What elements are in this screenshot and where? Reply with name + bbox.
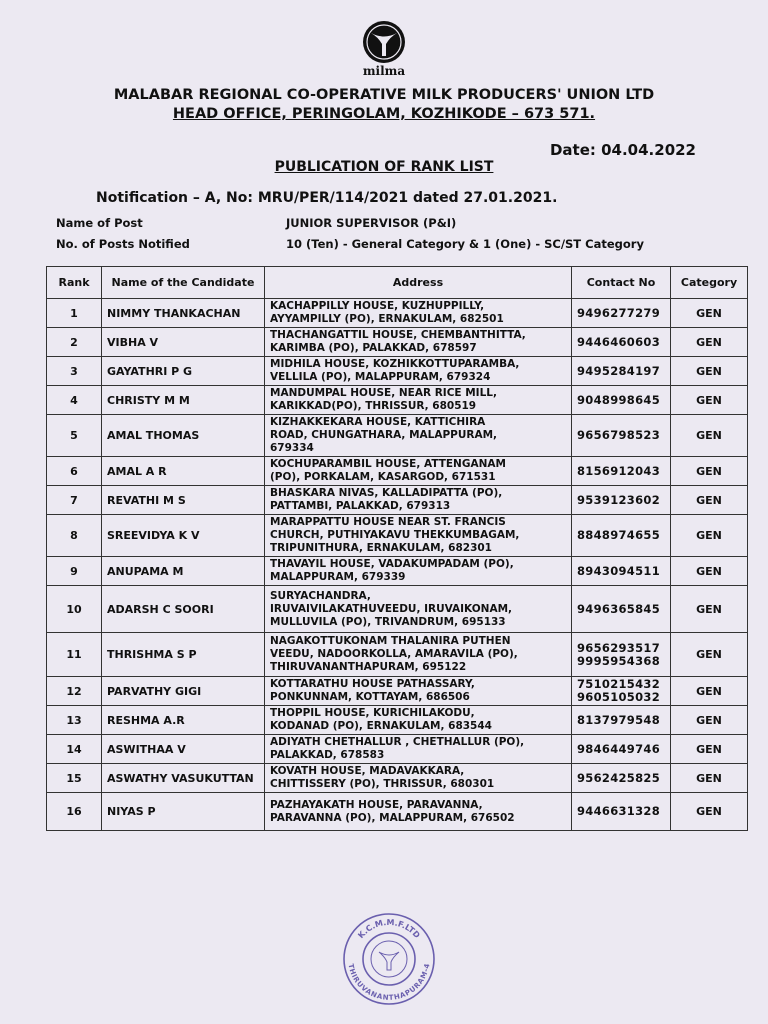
cell-contact xyxy=(572,328,671,357)
address-line: IRUVAIVILAKATHUVEEDU, IRUVAIKONAM, xyxy=(270,602,513,615)
cell-address xyxy=(265,735,572,764)
cell-address xyxy=(265,793,572,831)
cell-category: GEN xyxy=(671,735,748,764)
posts-notified-value: 10 (Ten) - General Category & 1 (One) - SC/ST Category xyxy=(286,237,644,251)
table-row xyxy=(47,677,748,706)
cell-category: GEN xyxy=(671,486,748,515)
contact-number: 9995954368 xyxy=(577,653,661,668)
cell-rank: 13 xyxy=(47,706,102,735)
cell-address xyxy=(265,457,572,486)
contact-number: 9048998645 xyxy=(577,392,661,407)
address-line: VEEDU, NADOORKOLLA, AMARAVILA (PO), xyxy=(270,648,518,660)
cell-rank: 14 xyxy=(47,735,102,764)
cell-rank: 8 xyxy=(47,515,102,557)
address-line: KACHAPPILLY HOUSE, KUZHUPPILLY, xyxy=(270,300,485,312)
cell-name: ASWATHY VASUKUTTAN xyxy=(102,764,265,793)
table-row xyxy=(47,735,748,764)
cell-name: RESHMA A.R xyxy=(102,706,265,735)
address-line: MANDUMPAL HOUSE, NEAR RICE MILL, xyxy=(270,387,497,399)
cell-address xyxy=(265,328,572,357)
address-line: SURYACHANDRA, xyxy=(270,589,371,602)
contact-number: 9539123602 xyxy=(577,492,661,507)
cell-name: ANUPAMA M xyxy=(102,557,265,586)
address-line: KOVATH HOUSE, MADAVAKKARA, xyxy=(270,765,465,777)
cell-rank: 1 xyxy=(47,299,102,328)
contact-number: 9446460603 xyxy=(577,334,661,349)
cell-contact xyxy=(572,486,671,515)
header-name: Name of the Candidate xyxy=(102,267,265,299)
cell-category: GEN xyxy=(671,415,748,457)
address-line: TRIPUNITHURA, ERNAKULAM, 682301 xyxy=(270,542,492,554)
address-line: BHASKARA NIVAS, KALLADIPATTA (PO), xyxy=(270,487,503,499)
address-line: MARAPPATTU HOUSE NEAR ST. FRANCIS xyxy=(270,516,506,528)
address-line: KODANAD (PO), ERNAKULAM, 683544 xyxy=(270,720,492,732)
address-line: ROAD, CHUNGATHARA, MALAPPURAM, xyxy=(270,429,498,441)
cell-contact xyxy=(572,764,671,793)
address-line: MALAPPURAM, 679339 xyxy=(270,571,406,583)
cell-rank: 9 xyxy=(47,557,102,586)
table-row xyxy=(47,633,748,677)
address-line: ADIYATH CHETHALLUR , CHETHALLUR (PO), xyxy=(270,736,525,748)
contact-number: 8943094511 xyxy=(577,563,661,578)
cell-category: GEN xyxy=(671,677,748,706)
cell-address xyxy=(265,633,572,677)
cell-name: PARVATHY GIGI xyxy=(102,677,265,706)
table-row xyxy=(47,415,748,457)
contact-number: 9846449746 xyxy=(577,741,661,756)
contact-number: 8848974655 xyxy=(577,528,661,542)
address-line: (PO), PORKALAM, KASARGOD, 671531 xyxy=(270,471,496,483)
cell-category: GEN xyxy=(671,793,748,831)
cell-contact xyxy=(572,299,671,328)
cell-category: GEN xyxy=(671,386,748,415)
office-seal xyxy=(342,912,436,1006)
cell-category: GEN xyxy=(671,586,748,633)
address-line: THAVAYIL HOUSE, VADAKUMPADAM (PO), xyxy=(270,558,514,570)
cell-category: GEN xyxy=(671,515,748,557)
org-address: HEAD OFFICE, PERINGOLAM, KOZHIKODE – 673 571. xyxy=(172,106,596,122)
table-row xyxy=(47,706,748,735)
cell-rank: 16 xyxy=(47,793,102,831)
cell-address xyxy=(265,357,572,386)
address-line: THIRUVANANTHAPURAM, 695122 xyxy=(270,661,467,673)
contact-number: 9496365845 xyxy=(577,601,661,616)
contact-number: 9496277279 xyxy=(577,305,661,320)
address-line: AYYAMPILLY (PO), ERNAKULAM, 682501 xyxy=(270,313,504,325)
address-line: 679334 xyxy=(270,442,314,454)
milma-logo xyxy=(359,20,409,78)
notification-line: Notification – A, No: MRU/PER/114/2021 dated 27.01.2021. xyxy=(96,190,558,206)
cell-contact xyxy=(572,633,671,677)
cell-contact xyxy=(572,357,671,386)
cell-contact xyxy=(572,586,671,633)
contact-number: 7510215432 xyxy=(577,677,661,691)
table-row xyxy=(47,457,748,486)
document-title-text: PUBLICATION OF RANK LIST xyxy=(274,159,494,175)
cell-rank: 7 xyxy=(47,486,102,515)
cell-address xyxy=(265,706,572,735)
cell-contact xyxy=(572,415,671,457)
contact-number: 9495284197 xyxy=(577,363,661,378)
table-row xyxy=(47,557,748,586)
cell-category: GEN xyxy=(671,457,748,486)
address-line: VELLILA (PO), MALAPPURAM, 679324 xyxy=(270,371,491,383)
address-line: MIDHILA HOUSE, KOZHIKKOTTUPARAMBA, xyxy=(270,358,520,370)
table-row xyxy=(47,764,748,793)
address-line: PALAKKAD, 678583 xyxy=(270,749,385,761)
milma-logo-icon xyxy=(362,20,406,64)
cell-rank: 15 xyxy=(47,764,102,793)
cell-address xyxy=(265,415,572,457)
cell-contact xyxy=(572,793,671,831)
svg-text:THIRUVANANTHAPURAM-4 xyxy=(347,963,432,1002)
address-line: CHURCH, PUTHIYAKAVU THEKKUMBAGAM, xyxy=(270,529,520,541)
post-value: JUNIOR SUPERVISOR (P&I) xyxy=(286,216,457,230)
contact-number: 8137979548 xyxy=(577,712,661,727)
cell-rank: 4 xyxy=(47,386,102,415)
document-title xyxy=(0,159,768,175)
cell-contact xyxy=(572,386,671,415)
table-row xyxy=(47,386,748,415)
document-date: Date: 04.04.2022 xyxy=(549,141,696,159)
cell-name: REVATHI M S xyxy=(102,486,265,515)
cell-rank: 5 xyxy=(47,415,102,457)
table-row xyxy=(47,486,748,515)
cell-category: GEN xyxy=(671,357,748,386)
posts-notified-label: No. of Posts Notified xyxy=(56,237,190,251)
address-line: PATTAMBI, PALAKKAD, 679313 xyxy=(270,500,451,512)
rank-list-table xyxy=(46,266,748,831)
address-line: THACHANGATTIL HOUSE, CHEMBANTHITTA, xyxy=(270,329,526,341)
cell-rank: 12 xyxy=(47,677,102,706)
address-line: KIZHAKKEKARA HOUSE, KATTICHIRA xyxy=(270,416,486,428)
address-line: NAGAKOTTUKONAM THALANIRA PUTHEN xyxy=(270,635,511,647)
cell-address xyxy=(265,486,572,515)
address-line: MULLUVILA (PO), TRIVANDRUM, 695133 xyxy=(270,615,506,628)
address-line: PAZHAYAKATH HOUSE, PARAVANNA, xyxy=(270,798,483,811)
address-line: KOCHUPARAMBIL HOUSE, ATTENGANAM xyxy=(270,458,506,470)
cell-name: THRISHMA S P xyxy=(102,633,265,677)
header-contact: Contact No xyxy=(572,267,671,299)
table-row xyxy=(47,328,748,357)
contact-number: 9605105032 xyxy=(577,690,661,704)
cell-address xyxy=(265,515,572,557)
cell-rank: 3 xyxy=(47,357,102,386)
address-line: PARAVANNA (PO), MALAPPURAM, 676502 xyxy=(270,811,515,824)
org-name: MALABAR REGIONAL CO-OPERATIVE MILK PRODUCERS' UNION LTD xyxy=(113,87,655,103)
cell-name: GAYATHRI P G xyxy=(102,357,265,386)
seal-top-text: K.C.M.M.F.LTD xyxy=(356,917,422,941)
cell-name: ADARSH C SOORI xyxy=(102,586,265,633)
cell-category: GEN xyxy=(671,557,748,586)
address-line: KARIKKAD(PO), THRISSUR, 680519 xyxy=(270,400,477,412)
cell-address xyxy=(265,557,572,586)
cell-category: GEN xyxy=(671,706,748,735)
table-header-row xyxy=(47,267,748,299)
cell-rank: 6 xyxy=(47,457,102,486)
address-line: PONKUNNAM, KOTTAYAM, 686506 xyxy=(270,691,470,703)
cell-contact xyxy=(572,515,671,557)
header-category: Category xyxy=(671,267,748,299)
cell-name: NIYAS P xyxy=(102,793,265,831)
table-row xyxy=(47,586,748,633)
cell-name: VIBHA V xyxy=(102,328,265,357)
contact-number: 9446631328 xyxy=(577,804,661,818)
cell-category: GEN xyxy=(671,764,748,793)
cell-contact xyxy=(572,706,671,735)
table-row xyxy=(47,515,748,557)
cell-rank: 11 xyxy=(47,633,102,677)
cell-contact xyxy=(572,557,671,586)
cell-name: ASWITHAA V xyxy=(102,735,265,764)
cell-address xyxy=(265,299,572,328)
cell-contact xyxy=(572,457,671,486)
cell-name: SREEVIDYA K V xyxy=(102,515,265,557)
header-address: Address xyxy=(265,267,572,299)
address-line: KARIMBA (PO), PALAKKAD, 678597 xyxy=(270,342,477,354)
cell-address xyxy=(265,586,572,633)
cell-address xyxy=(265,764,572,793)
address-line: CHITTISSERY (PO), THRISSUR, 680301 xyxy=(270,778,495,790)
cell-name: AMAL THOMAS xyxy=(102,415,265,457)
table-row xyxy=(47,357,748,386)
cell-contact xyxy=(572,677,671,706)
cell-name: CHRISTY M M xyxy=(102,386,265,415)
cell-rank: 10 xyxy=(47,586,102,633)
contact-number: 8156912043 xyxy=(577,463,661,478)
cell-category: GEN xyxy=(671,328,748,357)
cell-name: AMAL A R xyxy=(102,457,265,486)
address-line: KOTTARATHU HOUSE PATHASSARY, xyxy=(270,678,475,690)
cell-address xyxy=(265,386,572,415)
post-label: Name of Post xyxy=(56,216,143,230)
cell-contact xyxy=(572,735,671,764)
contact-number: 9656293517 xyxy=(577,640,661,655)
contact-number: 9656798523 xyxy=(577,428,661,442)
table-row xyxy=(47,299,748,328)
cell-address xyxy=(265,677,572,706)
contact-number: 9562425825 xyxy=(577,770,661,785)
logo-wordmark: milma xyxy=(362,64,406,78)
address-line: THOPPIL HOUSE, KURICHILAKODU, xyxy=(270,707,475,719)
seal-bottom-text: THIRUVANANTHAPURAM-4 xyxy=(346,963,432,1002)
table-row xyxy=(47,793,748,831)
cell-category: GEN xyxy=(671,633,748,677)
cell-category: GEN xyxy=(671,299,748,328)
cell-name: NIMMY THANKACHAN xyxy=(102,299,265,328)
cell-rank: 2 xyxy=(47,328,102,357)
header-rank: Rank xyxy=(47,267,102,299)
